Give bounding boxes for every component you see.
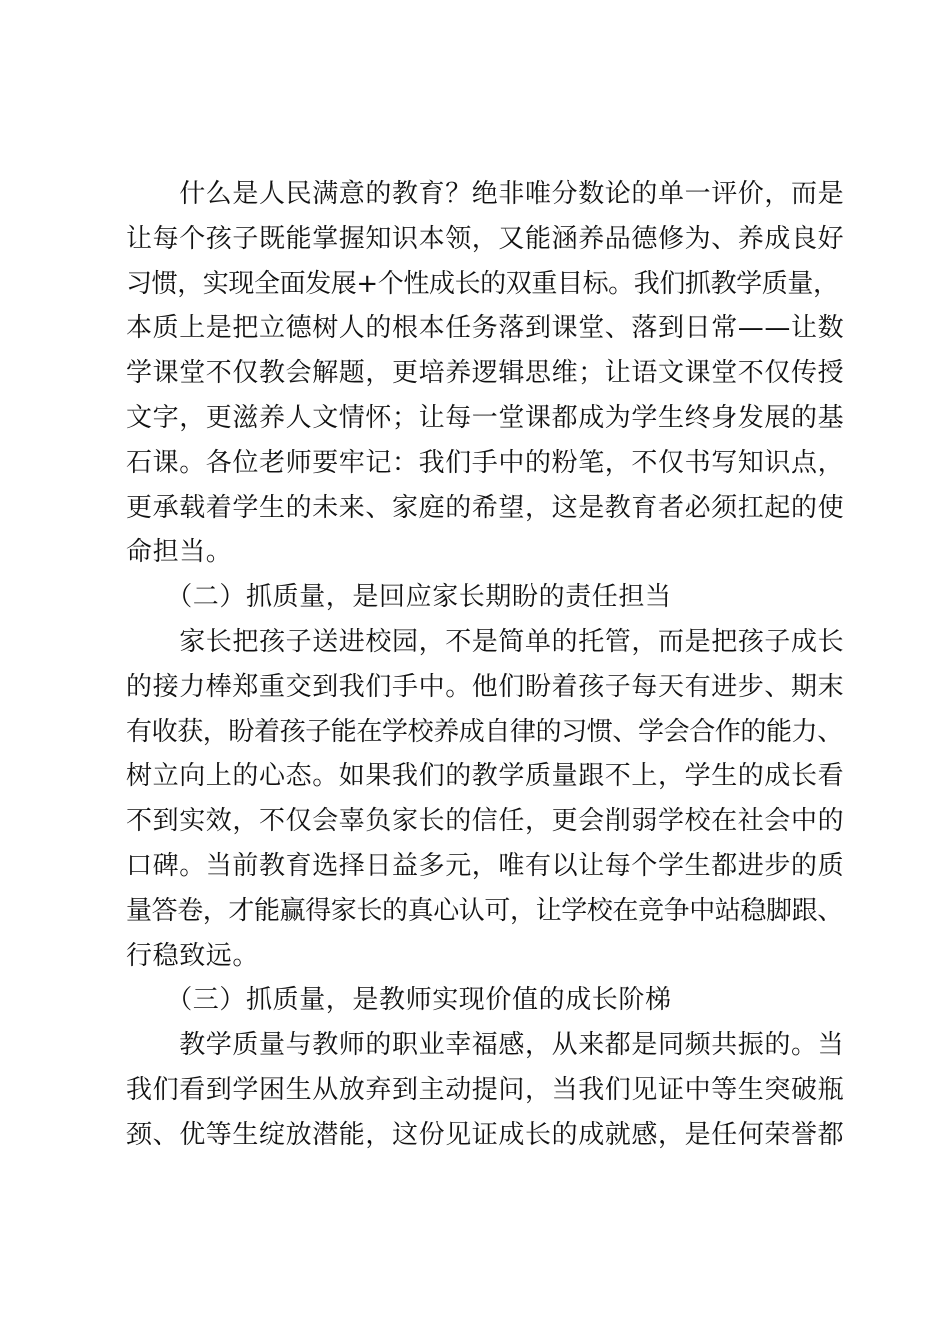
text-line: 学课堂不仅教会解题，更培养逻辑思维；让语文课堂不仅传授 [126,358,845,389]
text-line: 教学质量与教师的职业幸福感，从来都是同频共振的。当 [126,1030,845,1061]
text-line: 行稳致远。 [126,940,260,971]
text-line: 石课。各位老师要牢记：我们手中的粉笔，不仅书写知识点， [126,447,845,478]
text-line: 家长把孩子送进校园，不是简单的托管，而是把孩子成长 [126,626,845,657]
text-line: 口碑。当前教育选择日益多元，唯有以让每个学生都进步的质 [126,850,845,881]
section-heading: （三）抓质量，是教师实现价值的成长阶梯 [126,985,672,1016]
text-line: 的接力棒郑重交到我们手中。他们盼着孩子每天有进步、期末 [126,671,845,702]
text-line: 我们看到学困生从放弃到主动提问，当我们见证中等生突破瓶 [126,1074,845,1105]
text-line: 更承载着学生的未来、家庭的希望，这是教育者必须扛起的使 [126,492,845,523]
text-line: 颈、优等生绽放潜能，这份见证成长的成就感，是任何荣誉都 [126,1119,845,1150]
text-line: 量答卷，才能赢得家长的真心认可，让学校在竞争中站稳脚跟、 [126,895,843,926]
text-line: 命担当。 [126,537,233,568]
text-line: 习惯，实现全面发展+个性成长的双重目标。我们抓教学质量， [126,268,839,299]
body-text [126,172,845,1158]
text-line: 不到实效，不仅会辜负家长的信任，更会削弱学校在社会中的 [126,806,845,837]
text-line: 让每个孩子既能掌握知识本领，又能涵养品德修为、养成良好 [126,223,845,254]
text-line: 有收获，盼着孩子能在学校养成自律的习惯、学会合作的能力、 [126,716,843,747]
text-line: 文字，更滋养人文情怀；让每一堂课都成为学生终身发展的基 [126,402,845,433]
section-heading: （二）抓质量，是回应家长期盼的责任担当 [126,582,672,613]
text-line: 树立向上的心态。如果我们的教学质量跟不上，学生的成长看 [126,761,845,792]
text-line: 本质上是把立德树人的根本任务落到课堂、落到日常——让数 [126,313,845,344]
text-line: 什么是人民满意的教育？绝非唯分数论的单一评价，而是 [126,179,845,209]
